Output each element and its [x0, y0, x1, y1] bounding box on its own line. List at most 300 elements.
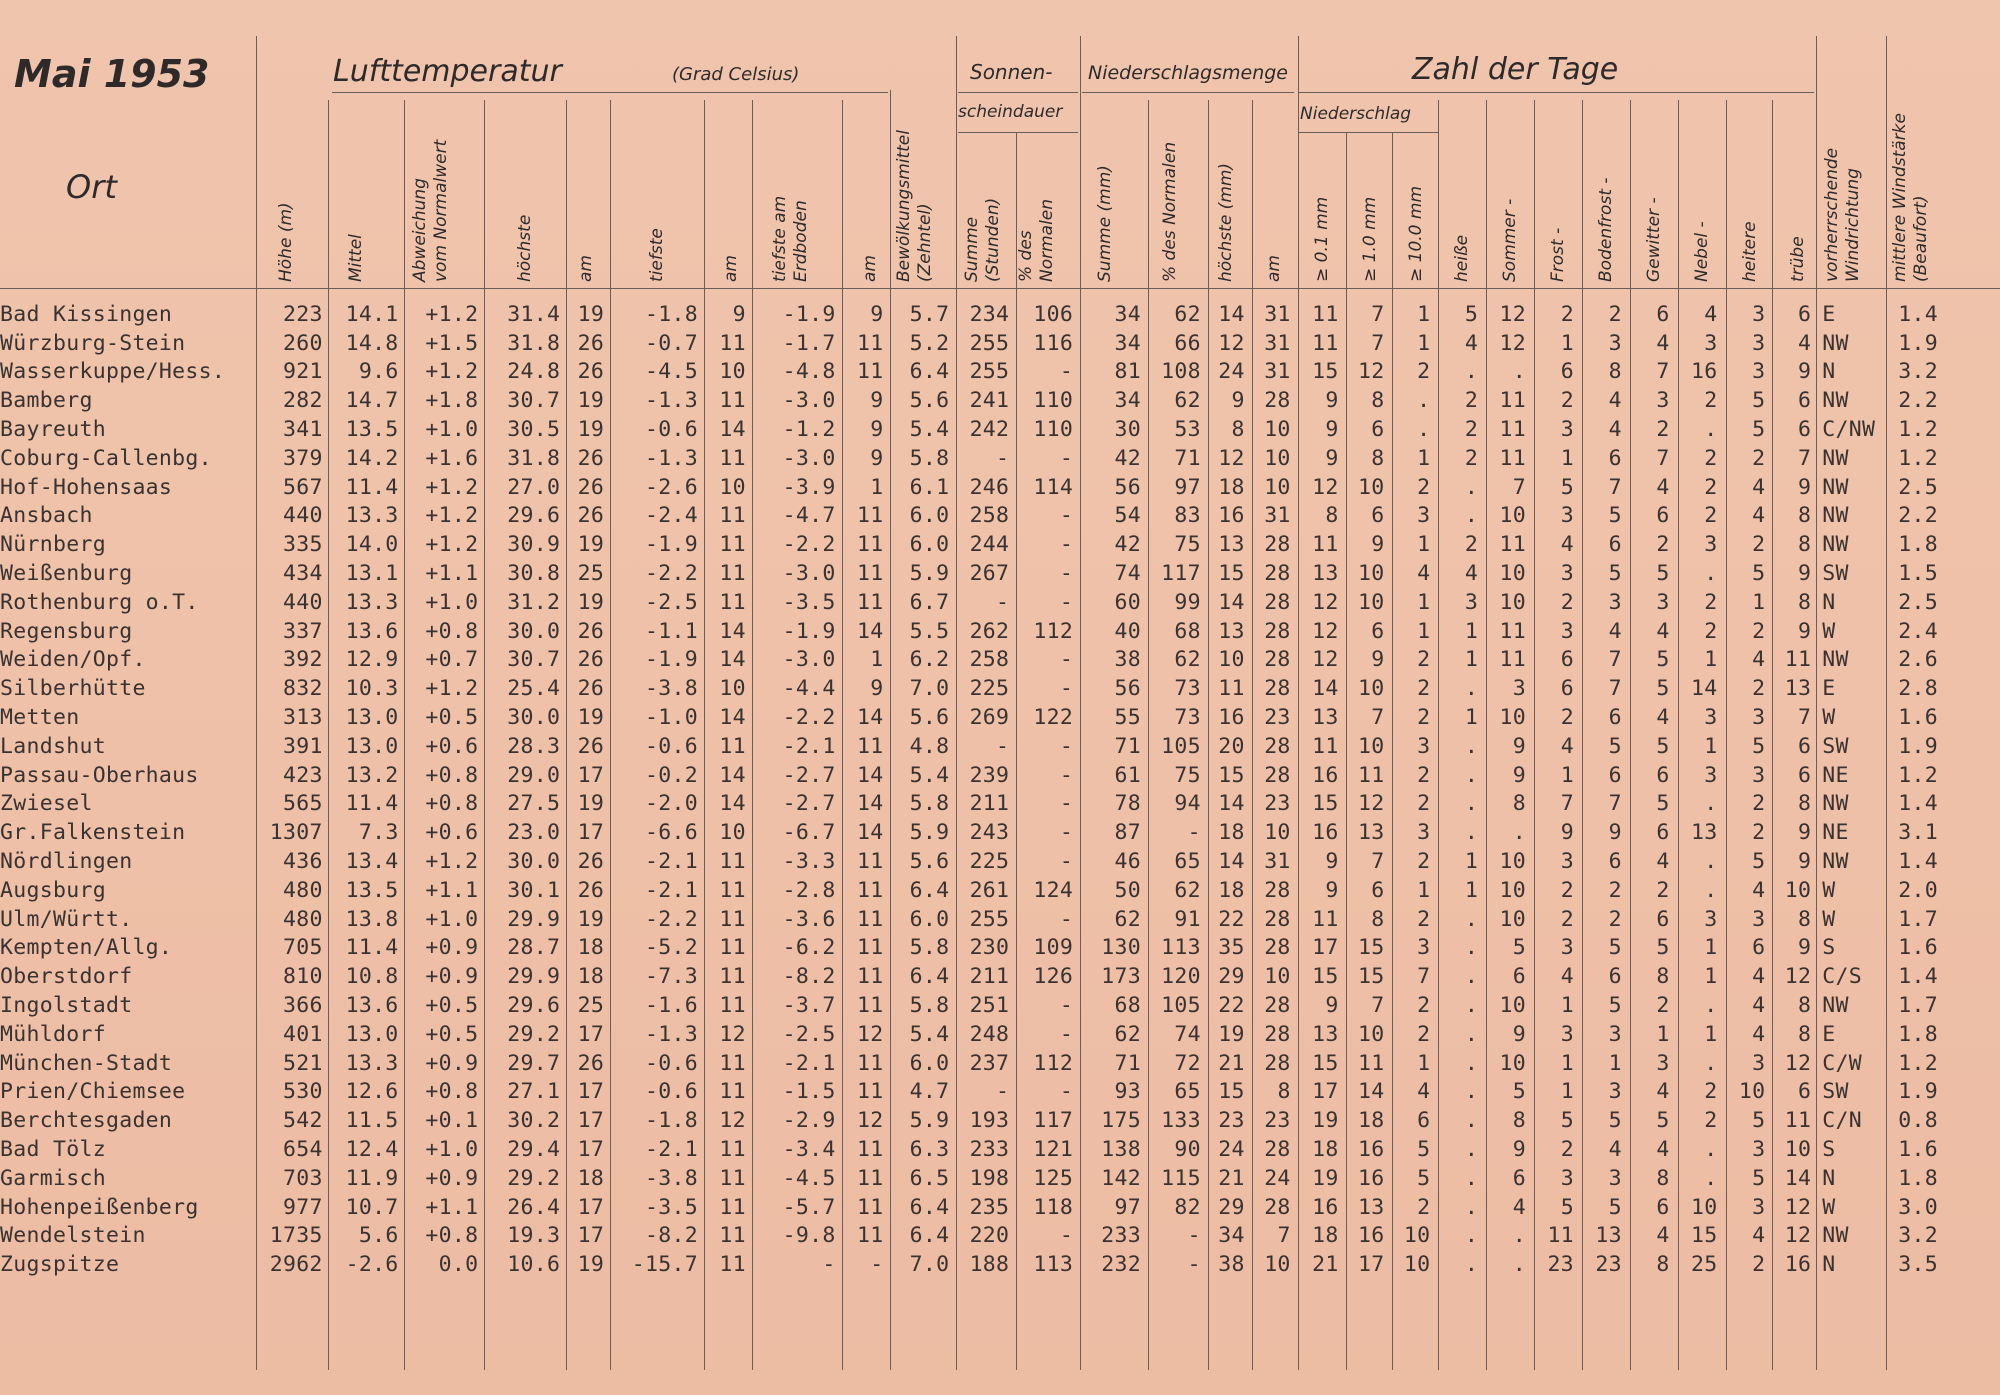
table-cell: +1.0: [425, 589, 479, 615]
table-cell: 2: [1656, 532, 1670, 558]
table-cell: 4: [1752, 474, 1766, 500]
table-cell: 237: [969, 1050, 1010, 1076]
table-cell: 105: [1161, 733, 1201, 759]
table-cell: 29.2: [507, 1021, 561, 1047]
table-cell: 7: [1608, 474, 1622, 500]
table-cell: 11: [857, 849, 884, 875]
table-row: [0, 790, 2000, 819]
table-cell: 13: [1357, 820, 1385, 846]
table-cell: 4: [1656, 1223, 1670, 1249]
table-cell: 30: [1114, 417, 1141, 443]
table-cell: 5: [1656, 1108, 1670, 1134]
table-cell: 10: [1264, 964, 1291, 990]
table-cell: 3: [1608, 589, 1622, 615]
table-cell: 5.7: [909, 301, 950, 327]
table-cell: 23: [1264, 791, 1291, 817]
climate-table: [0, 300, 2000, 1279]
table-row: [0, 962, 2000, 991]
table-cell: 13.3: [345, 589, 399, 615]
table-cell: 6: [1608, 445, 1622, 471]
table-cell: .: [1704, 1165, 1718, 1191]
table-cell: 71: [1114, 733, 1141, 759]
table-cell: 42: [1114, 532, 1141, 558]
table-cell: .: [1464, 503, 1479, 529]
table-cell: -6.2: [782, 935, 836, 961]
table-cell: 6.0: [909, 906, 950, 932]
table-cell: 109: [1033, 935, 1074, 961]
table-cell: 10: [1499, 561, 1527, 587]
table-cell: 28: [1264, 532, 1291, 558]
table-cell: 2: [1560, 388, 1574, 414]
table-cell: 7: [1608, 791, 1622, 817]
table-cell: 1.4: [1898, 791, 1938, 817]
table-cell: .: [1464, 1079, 1479, 1105]
days-header-underline: [1298, 92, 1814, 93]
table-row: [0, 415, 2000, 444]
table-cell: -: [1187, 820, 1201, 846]
table-cell: 24: [1264, 1165, 1291, 1191]
table-cell: +0.9: [425, 964, 479, 990]
table-cell: 1.2: [1898, 445, 1938, 471]
table-cell: 2: [1704, 589, 1718, 615]
table-cell: 14: [857, 705, 884, 731]
table-row: [0, 934, 2000, 963]
table-cell: 1307: [269, 820, 323, 846]
table-cell: 114: [1033, 474, 1074, 500]
table-cell: 11: [857, 589, 884, 615]
table-cell: 6.1: [909, 474, 950, 500]
precipitation-days-header: Niederschlag: [1300, 104, 1412, 124]
table-cell: .: [1464, 906, 1479, 932]
table-cell: 242: [969, 417, 1010, 443]
table-cell: 2: [1656, 877, 1670, 903]
table-cell: 19: [577, 791, 605, 817]
table-cell: 17: [577, 1108, 605, 1134]
table-cell: 7: [1608, 676, 1622, 702]
table-cell: 9: [1512, 1137, 1527, 1162]
table-cell: 1: [1704, 964, 1718, 990]
table-cell: 11: [1499, 532, 1527, 558]
table-cell: 19: [577, 589, 605, 615]
table-cell: 5: [1608, 1108, 1622, 1134]
table-cell: 243: [969, 820, 1010, 846]
table-cell: 29.2: [507, 1165, 561, 1191]
table-cell: 12: [1784, 1050, 1812, 1076]
table-cell: 13: [1218, 532, 1245, 558]
table-cell: -2.5: [782, 1021, 836, 1047]
table-cell: 11: [857, 1050, 884, 1076]
table-cell: 2: [1608, 301, 1622, 327]
table-cell: 2: [1752, 820, 1766, 846]
table-cell: 5: [1752, 1165, 1766, 1191]
table-cell: 5: [1656, 733, 1670, 759]
table-cell: -: [1059, 589, 1074, 615]
air-temperature-header: Lufttemperatur: [333, 54, 562, 89]
sunshine-header-underline: [958, 92, 1078, 93]
table-cell: .: [1704, 1137, 1718, 1162]
table-cell: 28: [1264, 762, 1291, 788]
table-cell: 30.8: [507, 561, 561, 587]
table-cell: 108: [1161, 359, 1201, 385]
table-cell: 25: [1691, 1252, 1718, 1278]
table-cell: 5: [1656, 791, 1670, 817]
table-cell: 110: [1033, 388, 1074, 414]
table-cell: .: [1464, 1137, 1479, 1162]
table-cell: -2.2: [645, 561, 698, 587]
table-cell: 117: [1033, 1108, 1074, 1134]
table-cell: 2: [1464, 532, 1479, 558]
table-cell: 5.9: [909, 1108, 950, 1134]
table-cell: 5: [1752, 733, 1766, 759]
table-row: [0, 732, 2000, 761]
table-cell: -: [1059, 993, 1074, 1019]
table-cell: 30.0: [507, 849, 561, 875]
table-cell: +0.8: [425, 1223, 479, 1249]
table-cell: N: [1822, 1165, 1836, 1191]
table-cell: 97: [1114, 1194, 1141, 1220]
table-cell: 2.4: [1898, 618, 1938, 644]
table-cell: 10: [1357, 589, 1385, 615]
table-cell: 3: [1560, 1165, 1574, 1191]
table-cell: 4: [1560, 964, 1574, 990]
table-cell: 188: [969, 1252, 1010, 1278]
table-cell: 11: [857, 1137, 884, 1162]
table-cell: 2: [1608, 877, 1622, 903]
table-cell: -5.2: [645, 935, 698, 961]
table-cell: -2.5: [645, 589, 698, 615]
table-cell: 2: [1560, 301, 1574, 327]
table-cell: 8: [1512, 791, 1527, 817]
table-row: [0, 559, 2000, 588]
table-cell: 248: [969, 1021, 1010, 1047]
table-cell: -3.0: [782, 561, 836, 587]
table-row: [0, 530, 2000, 559]
table-cell: +1.2: [425, 503, 479, 529]
table-cell: 27.1: [507, 1079, 561, 1105]
table-cell: 1: [1560, 762, 1574, 788]
table-cell: +1.2: [425, 359, 479, 385]
sunshine-sub-underline: [958, 132, 1078, 133]
table-cell: 17: [577, 1079, 605, 1105]
table-cell: +1.1: [425, 877, 479, 903]
table-cell: 13: [1784, 676, 1812, 702]
table-cell: 18: [577, 935, 605, 961]
table-cell: 24: [1218, 1137, 1245, 1162]
table-cell: 12.4: [345, 1137, 399, 1162]
table-cell: 2: [1417, 359, 1431, 385]
table-cell: 14: [1357, 1079, 1385, 1105]
table-cell: 1: [1417, 877, 1431, 903]
table-cell: 1: [1417, 445, 1431, 471]
table-cell: 3: [1752, 906, 1766, 932]
table-cell: 11: [719, 561, 746, 587]
table-cell: 3: [1560, 618, 1574, 644]
table-cell: NW: [1822, 647, 1849, 673]
table-cell: 15: [1218, 1079, 1245, 1105]
table-cell: .: [1464, 1108, 1479, 1134]
table-cell: 1.7: [1898, 993, 1938, 1019]
table-cell: 9: [1608, 820, 1622, 846]
table-cell: .: [1464, 964, 1479, 990]
table-cell: 1.8: [1898, 1021, 1938, 1047]
table-cell: -: [1059, 359, 1074, 385]
table-cell: .: [1704, 791, 1718, 817]
table-cell: 13.3: [345, 1050, 399, 1076]
table-cell: 106: [1033, 301, 1074, 327]
table-cell: 83: [1174, 503, 1201, 529]
table-cell: -0.6: [645, 733, 698, 759]
station-name: Ingolstadt: [0, 993, 133, 1019]
table-cell: 6: [1608, 964, 1622, 990]
table-cell: 7.3: [358, 820, 399, 846]
table-cell: 233: [1101, 1223, 1141, 1249]
table-cell: 7: [1371, 301, 1385, 327]
table-cell: 1.4: [1898, 301, 1938, 327]
table-cell: 10: [1499, 503, 1527, 529]
station-name: Rothenburg o.T.: [0, 589, 199, 615]
table-cell: 5.6: [909, 849, 950, 875]
table-cell: -2.1: [782, 733, 836, 759]
table-cell: 14: [1218, 589, 1245, 615]
table-cell: 34: [1114, 330, 1141, 356]
table-cell: 5: [1560, 474, 1574, 500]
table-cell: 138: [1101, 1137, 1141, 1162]
table-cell: -0.6: [645, 1079, 698, 1105]
table-cell: 19.3: [507, 1223, 561, 1249]
table-cell: 13.6: [345, 618, 399, 644]
table-row: [0, 1193, 2000, 1222]
table-cell: 1: [1417, 618, 1431, 644]
station-name: Hof-Hohensaas: [0, 474, 173, 500]
table-cell: 2.2: [1898, 503, 1938, 529]
table-cell: 6: [1512, 1165, 1527, 1191]
table-cell: 28: [1264, 993, 1291, 1019]
table-cell: 193: [969, 1108, 1010, 1134]
table-cell: 13: [1312, 705, 1339, 731]
table-cell: 6: [1512, 964, 1527, 990]
table-cell: 9: [1231, 388, 1245, 414]
table-cell: N: [1822, 359, 1836, 385]
table-cell: +1.0: [425, 1137, 479, 1162]
table-cell: 366: [282, 993, 323, 1019]
table-cell: .: [1512, 1252, 1527, 1278]
table-cell: 2: [1608, 906, 1622, 932]
table-cell: 10: [719, 676, 746, 702]
table-cell: 12: [1784, 1194, 1812, 1220]
table-cell: 11: [719, 849, 746, 875]
table-cell: 15: [1691, 1223, 1718, 1249]
table-cell: 5.6: [909, 705, 950, 731]
table-cell: 122: [1033, 705, 1074, 731]
table-cell: 2: [1417, 705, 1431, 731]
table-row: [0, 761, 2000, 790]
table-cell: -: [822, 1252, 836, 1278]
table-cell: 13: [1357, 1194, 1385, 1220]
table-cell: 11.4: [345, 791, 399, 817]
table-cell: 13: [1312, 561, 1339, 587]
table-cell: 11: [857, 1079, 884, 1105]
table-cell: 5: [1656, 561, 1670, 587]
table-cell: -3.0: [782, 388, 836, 414]
table-cell: 11: [1312, 301, 1339, 327]
table-row: [0, 847, 2000, 876]
table-cell: 19: [1312, 1165, 1339, 1191]
table-cell: 14: [1312, 676, 1339, 702]
table-cell: 313: [282, 705, 323, 731]
table-cell: 1735: [269, 1223, 323, 1249]
table-cell: 1: [1560, 1079, 1574, 1105]
table-cell: 75: [1174, 532, 1201, 558]
table-cell: 2: [1704, 1079, 1718, 1105]
table-row: [0, 300, 2000, 329]
table-cell: 13: [1218, 618, 1245, 644]
table-cell: 14: [719, 417, 746, 443]
table-cell: 1: [1560, 330, 1574, 356]
table-cell: 1: [1417, 1050, 1431, 1076]
station-name: Zugspitze: [0, 1252, 120, 1278]
col-header-days-1-0mm: ≥ 1.0 mm: [1360, 196, 1380, 282]
table-cell: -1.9: [782, 301, 836, 327]
table-cell: 392: [282, 647, 323, 673]
table-cell: +0.1: [425, 1108, 479, 1134]
table-cell: 2: [1417, 906, 1431, 932]
table-cell: 7: [1371, 705, 1385, 731]
table-cell: 703: [282, 1165, 323, 1191]
table-cell: 62: [1174, 301, 1201, 327]
table-row: [0, 646, 2000, 675]
table-cell: 14.1: [345, 301, 399, 327]
table-cell: +0.5: [425, 705, 479, 731]
table-cell: 11: [719, 906, 746, 932]
table-cell: NW: [1822, 993, 1849, 1019]
table-cell: 6: [1798, 762, 1812, 788]
precip-header-underline: [1082, 92, 1294, 93]
table-cell: 241: [969, 388, 1010, 414]
table-cell: 233: [969, 1137, 1010, 1162]
table-cell: -: [1059, 532, 1074, 558]
table-cell: NW: [1822, 445, 1849, 471]
station-name: Mühldorf: [0, 1021, 106, 1047]
table-cell: +1.0: [425, 906, 479, 932]
table-cell: 18: [577, 1165, 605, 1191]
table-cell: 6: [1656, 906, 1670, 932]
table-cell: 282: [282, 388, 323, 414]
table-cell: 11: [857, 906, 884, 932]
table-cell: 5.2: [909, 330, 950, 356]
table-cell: 401: [282, 1021, 323, 1047]
table-cell: 2: [1417, 849, 1431, 875]
table-cell: 26: [577, 1050, 605, 1076]
table-cell: 17: [577, 1137, 605, 1162]
table-cell: 11: [719, 1223, 746, 1249]
table-cell: NW: [1822, 330, 1849, 356]
table-cell: 10: [1499, 589, 1527, 615]
table-cell: 61: [1114, 762, 1141, 788]
table-cell: 71: [1114, 1050, 1141, 1076]
table-cell: 379: [282, 445, 323, 471]
col-header-ground-frost-days: Bodenfrost -: [1596, 177, 1616, 282]
table-cell: -3.7: [782, 993, 836, 1019]
table-cell: 40: [1114, 618, 1141, 644]
table-cell: 10: [1264, 417, 1291, 443]
table-cell: 11: [1312, 532, 1339, 558]
table-cell: 6: [1371, 618, 1385, 644]
table-cell: -1.3: [645, 1021, 698, 1047]
table-cell: 11: [1499, 445, 1527, 471]
table-cell: 1.6: [1898, 1137, 1938, 1162]
table-cell: 13.0: [345, 705, 399, 731]
table-cell: -: [1059, 561, 1074, 587]
table-cell: 2: [1560, 705, 1574, 731]
table-cell: 7: [1512, 474, 1527, 500]
table-cell: -: [1059, 733, 1074, 759]
table-cell: 2: [1417, 762, 1431, 788]
table-cell: 11: [1547, 1223, 1574, 1249]
table-cell: 6: [1560, 676, 1574, 702]
table-cell: 46: [1114, 849, 1141, 875]
table-cell: 9: [1325, 417, 1339, 443]
col-header-precip-sum: Summe (mm): [1095, 165, 1115, 282]
table-cell: .: [1464, 935, 1479, 961]
table-cell: 3: [1512, 676, 1527, 702]
table-cell: 4: [1656, 618, 1670, 644]
table-cell: +1.5: [425, 330, 479, 356]
table-cell: 4: [1560, 532, 1574, 558]
table-cell: 10: [1357, 474, 1385, 500]
table-cell: 10.3: [345, 676, 399, 702]
table-cell: 1: [1417, 330, 1431, 356]
table-cell: 11: [857, 561, 884, 587]
table-cell: 1: [1704, 935, 1718, 961]
table-cell: -: [1059, 676, 1074, 702]
table-cell: 244: [969, 532, 1010, 558]
table-cell: 4: [1752, 964, 1766, 990]
table-cell: 24: [1218, 359, 1245, 385]
table-cell: 5: [1752, 561, 1766, 587]
table-cell: 2: [1417, 676, 1431, 702]
table-cell: 1.2: [1898, 417, 1938, 443]
degrees-celsius-note: (Grad Celsius): [672, 64, 800, 85]
table-cell: 3: [1417, 935, 1431, 961]
table-cell: -2.7: [782, 791, 836, 817]
table-cell: 7: [1371, 849, 1385, 875]
table-cell: 18: [1218, 877, 1245, 903]
table-cell: 1: [1464, 877, 1479, 903]
table-cell: NE: [1822, 820, 1849, 846]
table-cell: 13.6: [345, 993, 399, 1019]
station-name: Regensburg: [0, 618, 133, 644]
table-cell: NE: [1822, 762, 1849, 788]
table-cell: 7: [1560, 791, 1574, 817]
table-cell: 530: [282, 1079, 323, 1105]
table-row: [0, 386, 2000, 415]
table-cell: 1.2: [1898, 1050, 1938, 1076]
table-cell: 198: [969, 1165, 1010, 1191]
table-cell: -: [1059, 820, 1074, 846]
table-cell: -1.9: [645, 532, 698, 558]
table-cell: 112: [1033, 1050, 1074, 1076]
table-cell: 6.4: [909, 964, 950, 990]
table-cell: 1.4: [1898, 849, 1938, 875]
table-cell: 26: [577, 474, 605, 500]
table-cell: 12: [719, 1108, 746, 1134]
table-cell: 29.7: [507, 1050, 561, 1076]
table-cell: 15: [1218, 762, 1245, 788]
table-cell: 9: [1560, 820, 1574, 846]
table-cell: 0.8: [1898, 1108, 1938, 1134]
header-rule: [0, 288, 2000, 289]
table-cell: 423: [282, 762, 323, 788]
